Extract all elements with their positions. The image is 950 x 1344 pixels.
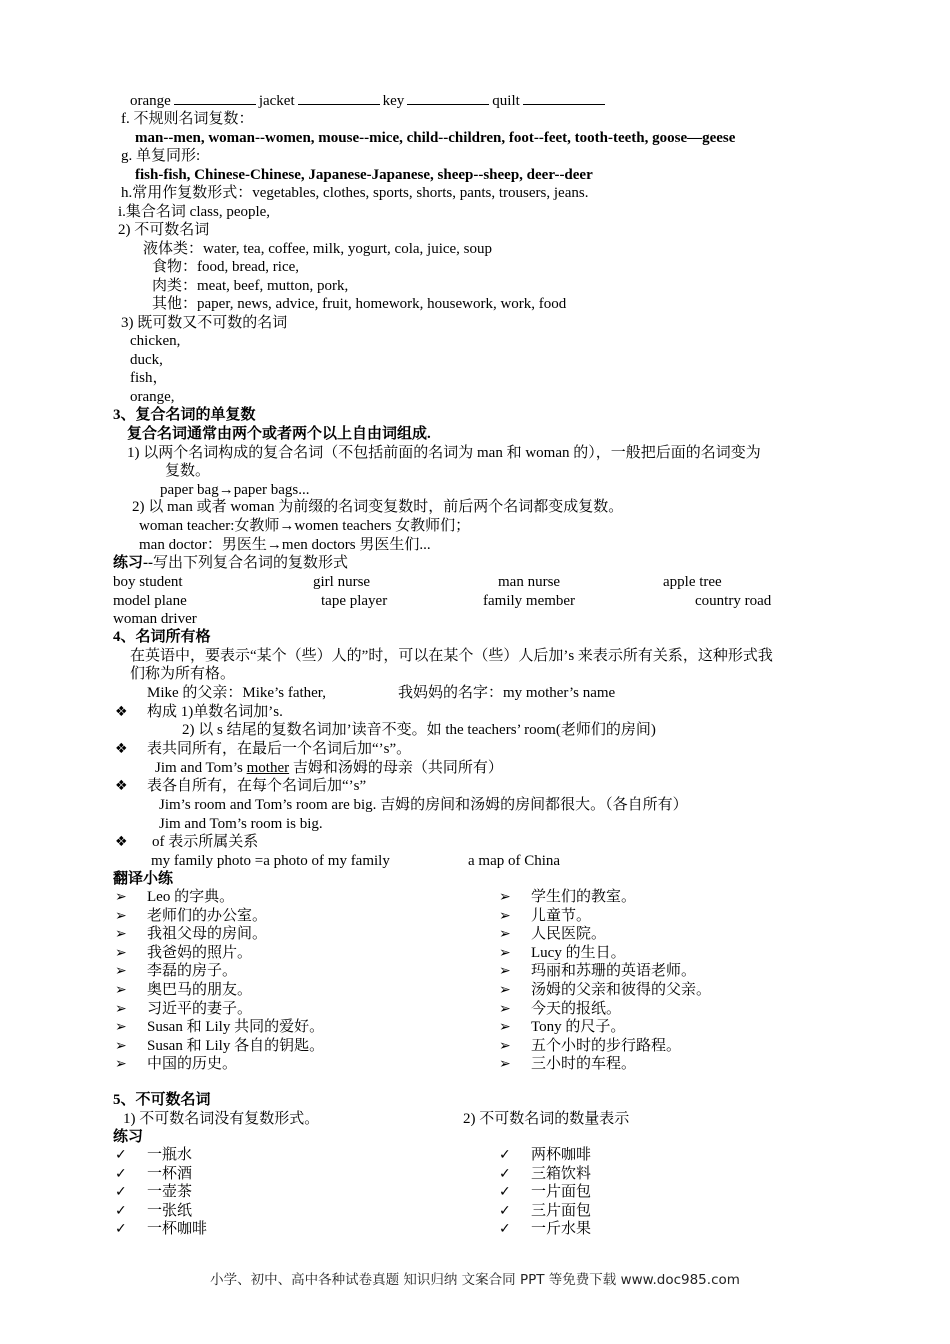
section4-example: my family photo =a photo of my family [151, 853, 390, 869]
practice-item: 一壶茶 [147, 1184, 193, 1200]
section4-rule: 构成 1)单数名词加’s. [147, 704, 283, 720]
arrow-bullet-icon: ➢ [115, 963, 127, 979]
section3-practice [113, 554, 348, 572]
translate-item: 老师们的办公室。 [147, 908, 268, 924]
translate-item: 儿童节。 [531, 908, 592, 924]
arrow-bullet-icon: ➢ [115, 1019, 127, 1035]
practice-item: 一杯咖啡 [147, 1221, 208, 1237]
translate-item: Leo 的字典。 [147, 889, 235, 905]
arrow-bullet-icon: ➢ [499, 1019, 511, 1035]
translate-item: 李磊的房子。 [147, 963, 238, 979]
g-label: g. 单复同形: [121, 148, 201, 164]
check-bullet-icon: ✓ [499, 1203, 511, 1219]
section5-title: 5、不可数名词 [113, 1092, 211, 1108]
arrow-bullet-icon: ➢ [115, 1038, 127, 1054]
uncountable-food: 食物：food, bread, rice, [152, 259, 300, 275]
practice-label: 练习-- [113, 555, 153, 571]
arrow-bullet-icon: ➢ [499, 926, 511, 942]
both-heading: 3) 既可数又不可数的名词 [121, 315, 288, 331]
section4-rule: 表各自所有，在每个名词后加“’s” [147, 778, 367, 794]
arrow-bullet-icon: ➢ [499, 1056, 511, 1072]
check-bullet-icon: ✓ [115, 1147, 127, 1163]
translate-item: 五个小时的步行路程。 [531, 1038, 682, 1054]
arrow-bullet-icon: ➢ [115, 1001, 127, 1017]
translate-item: 人民医院。 [531, 926, 607, 942]
section4-example: Jim’s room and Tom’s room are big. 吉姆的房间和汤姆的房间都很大。（各自所有） [159, 797, 688, 813]
section3-rule2-example: man doctor：男医生→men doctors 男医生们... [139, 537, 431, 553]
g-examples: fish-fish, Chinese-Chinese, Japanese-Japanese, sheep--sheep, deer--deer [135, 167, 593, 183]
check-bullet-icon: ✓ [499, 1221, 511, 1237]
translate-item: 我爸妈的照片。 [147, 945, 253, 961]
translate-title: 翻译小练 [113, 871, 174, 887]
arrow-bullet-icon: ➢ [499, 1038, 511, 1054]
translate-item: Lucy 的生日。 [531, 945, 626, 961]
translate-item: 玛丽和苏珊的英语老师。 [531, 963, 697, 979]
translate-item: Tony 的尺子。 [531, 1019, 626, 1035]
example-underlined: mother [246, 760, 290, 776]
check-bullet-icon: ✓ [499, 1184, 511, 1200]
f-label: f. 不规则名词复数： [121, 111, 254, 127]
f-examples: man--men, woman--women, mouse--mice, child--children, foot--feet, tooth-teeth, goose—geese [135, 130, 736, 146]
blank-word: key [382, 93, 405, 109]
translate-item: 中国的历史。 [147, 1056, 238, 1072]
arrow-bullet-icon: ➢ [115, 908, 127, 924]
check-bullet-icon: ✓ [115, 1203, 127, 1219]
answer-blank[interactable] [523, 91, 605, 105]
footer-watermark: 小学、初中、高中各种试卷真题 知识归纳 文案合同 PPT 等免费下载 www.doc985.com [210, 1272, 740, 1288]
both-item: duck, [130, 352, 163, 368]
translate-item: 习近平的妻子。 [147, 1001, 253, 1017]
compound-word: tape player [321, 593, 388, 609]
compound-word: man nurse [498, 574, 561, 590]
section4-example: Mike 的父亲：Mike’s father, [147, 685, 326, 701]
arrow-bullet-icon: ➢ [499, 945, 511, 961]
blanks-line [130, 91, 608, 110]
arrow-bullet-icon: ➢ [499, 889, 511, 905]
section4-example: a map of China [468, 853, 561, 869]
practice-item: 三片面包 [531, 1203, 592, 1219]
arrow-bullet-icon: ➢ [499, 982, 511, 998]
section5-practice: 练习 [113, 1129, 144, 1145]
diamond-bullet-icon: ❖ [115, 834, 128, 850]
uncountable-other: 其他：paper, news, advice, fruit, homework, housework, work, food [152, 296, 567, 312]
translate-item: 今天的报纸。 [531, 1001, 622, 1017]
blank-word: jacket [258, 93, 295, 109]
compound-word: model plane [113, 593, 187, 609]
section5-rule: 2) 不可数名词的数量表示 [463, 1111, 630, 1127]
section4-rule: of 表示所属关系 [152, 834, 259, 850]
section4-intro: 在英语中，要表示“某个（些）人的”时，可以在某个（些）人后加’s 来表示所有关系，这种形式我 [130, 648, 773, 664]
check-bullet-icon: ✓ [499, 1166, 511, 1182]
section4-rule: 表共同所有，在最后一个名词后加“’s”。 [147, 741, 412, 757]
arrow-bullet-icon: ➢ [115, 926, 127, 942]
compound-word: apple tree [663, 574, 722, 590]
arrow-bullet-icon: ➢ [499, 963, 511, 979]
arrow-bullet-icon: ➢ [115, 945, 127, 961]
section3-rule2-example: woman teacher:女教师→women teachers 女教师们； [139, 518, 471, 534]
practice-item: 三箱饮料 [531, 1166, 592, 1182]
arrow-bullet-icon: ➢ [499, 1001, 511, 1017]
section4-example [155, 759, 503, 777]
answer-blank[interactable] [407, 91, 489, 105]
diamond-bullet-icon: ❖ [115, 778, 128, 794]
uncountable-liquid: 液体类：water, tea, coffee, milk, yogurt, cola, juice, soup [143, 241, 493, 257]
practice-item: 一片面包 [531, 1184, 592, 1200]
translate-item: Susan 和 Lily 共同的爱好。 [147, 1019, 325, 1035]
section3-subtitle: 复合名词通常由两个或者两个以上自由词组成. [127, 426, 431, 442]
section3-rule1: 1) 以两个名词构成的复合名词（不包括前面的名词为 man 和 woman 的），一般把后面的名词变为 [127, 445, 761, 461]
compound-word: family member [483, 593, 576, 609]
practice-item: 两杯咖啡 [531, 1147, 592, 1163]
arrow-bullet-icon: ➢ [115, 889, 127, 905]
diamond-bullet-icon: ❖ [115, 704, 128, 720]
practice-item: 一张纸 [147, 1203, 193, 1219]
check-bullet-icon: ✓ [115, 1184, 127, 1200]
section5-rule: 1) 不可数名词没有复数形式。 [123, 1111, 320, 1127]
diamond-bullet-icon: ❖ [115, 741, 128, 757]
section4-intro-cont: 们称为所有格。 [130, 666, 236, 682]
section3-rule1-cont: 复数。 [165, 463, 211, 479]
translate-item: 汤姆的父亲和彼得的父亲。 [531, 982, 712, 998]
check-bullet-icon: ✓ [115, 1221, 127, 1237]
compound-word: country road [695, 593, 772, 609]
practice-item: 一斤水果 [531, 1221, 592, 1237]
translate-item: 奥巴马的朋友。 [147, 982, 253, 998]
section4-title: 4、名词所有格 [113, 629, 211, 645]
uncountable-heading: 2) 不可数名词 [118, 222, 210, 238]
section4-example: Jim and Tom’s room is big. [159, 816, 323, 832]
compound-word: woman driver [113, 611, 197, 627]
blank-word: quilt [492, 93, 520, 109]
check-bullet-icon: ✓ [115, 1166, 127, 1182]
answer-blank[interactable] [174, 91, 256, 105]
translate-item: 学生们的教室。 [531, 889, 637, 905]
translate-item: 三小时的车程。 [531, 1056, 637, 1072]
section3-rule2: 2) 以 man 或者 woman 为前缀的名词变复数时，前后两个名词都变成复数。 [132, 499, 624, 515]
i-line: i.集合名词 class, people, [118, 204, 271, 220]
both-item: chicken, [130, 333, 181, 349]
both-item: fish， [130, 370, 168, 386]
compound-word: boy student [113, 574, 183, 590]
arrow-bullet-icon: ➢ [115, 982, 127, 998]
both-item: orange, [130, 389, 175, 405]
practice-text: 写出下列复合名词的复数形式 [153, 555, 349, 571]
arrow-bullet-icon: ➢ [115, 1056, 127, 1072]
section4-rule-cont: 2) 以 s 结尾的复数名词加’读音不变。如 the teachers’ room(老师们的房间) [182, 722, 656, 738]
section3-title: 3、复合名词的单复数 [113, 407, 256, 423]
answer-blank[interactable] [298, 91, 380, 105]
blank-word: orange [130, 93, 171, 109]
translate-item: Susan 和 Lily 各自的钥匙。 [147, 1038, 325, 1054]
uncountable-meat: 肉类：meat, beef, mutton, pork, [152, 278, 349, 294]
arrow-bullet-icon: ➢ [499, 908, 511, 924]
example-text: Jim and Tom’s [155, 760, 247, 776]
example-text: 吉姆和汤姆的母亲（共同所有） [289, 760, 503, 776]
section3-rule1-example: paper bag→paper bags... [160, 482, 310, 498]
translate-item: 我祖父母的房间。 [147, 926, 268, 942]
section4-example: 我妈妈的名字：my mother’s name [398, 685, 616, 701]
h-line: h.常用作复数形式：vegetables, clothes, sports, shorts, pants, trousers, jeans. [121, 185, 589, 201]
check-bullet-icon: ✓ [499, 1147, 511, 1163]
practice-item: 一瓶水 [147, 1147, 193, 1163]
practice-item: 一杯酒 [147, 1166, 193, 1182]
compound-word: girl nurse [313, 574, 371, 590]
